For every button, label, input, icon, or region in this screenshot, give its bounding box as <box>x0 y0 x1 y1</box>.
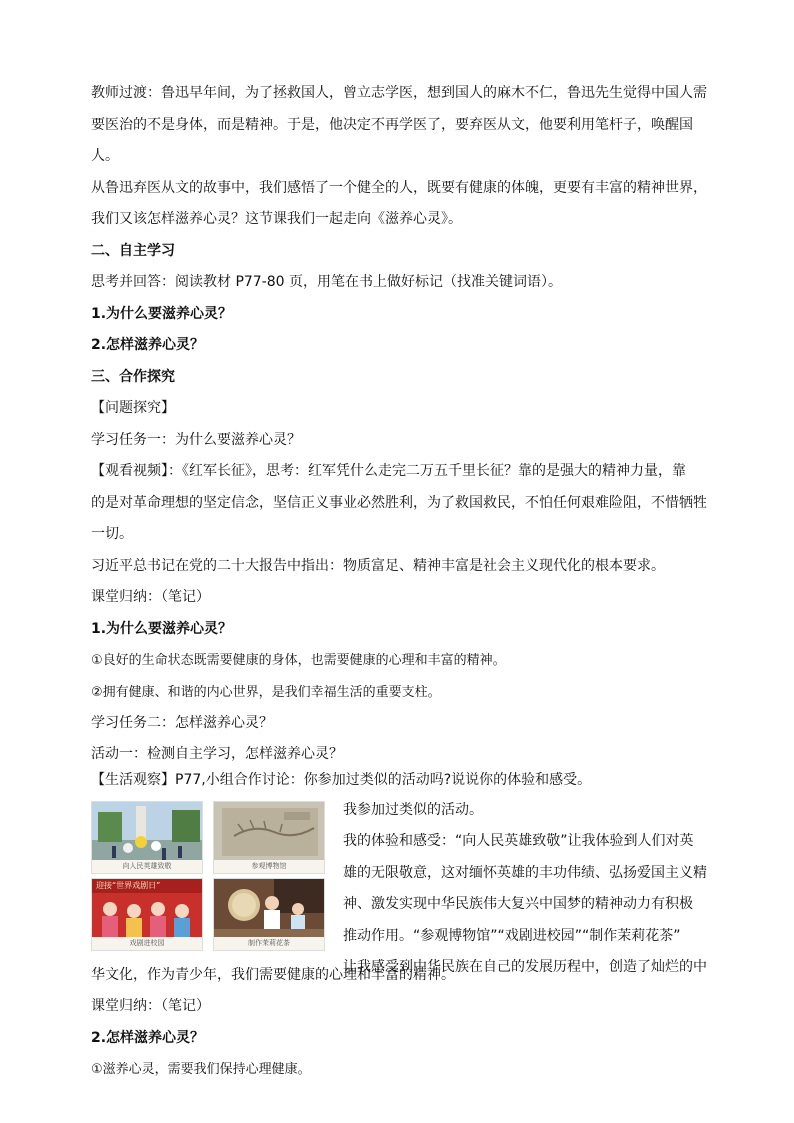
answer-text <box>343 795 711 984</box>
answer-line-1: 我参加过类似的活动。 <box>343 801 483 818</box>
summary-1-title: 1.为什么要滋养心灵？ <box>91 620 233 637</box>
photo-opera-caption: 戏剧进校园 <box>92 937 202 950</box>
photo-museum <box>213 801 325 874</box>
photo-opera <box>91 878 203 951</box>
answer-line-2: 我的体验和感受：“向人民英雄致敬”让我体验到人们对英 <box>343 833 694 849</box>
photo-tea <box>213 878 325 951</box>
after-block <box>91 960 711 1086</box>
activity-1: 活动一：检测自主学习，怎样滋养心灵？ <box>91 745 343 762</box>
document-page <box>91 78 711 1086</box>
question-1: 1.为什么要滋养心灵？ <box>91 305 233 322</box>
summary-heading-1: 课堂归纳：（笔记） <box>91 589 210 605</box>
answer-line-6: 让我感受到中华民族在自己的发展历程中，创造了灿烂的中 <box>343 959 707 975</box>
section-cooperation: 三、合作探究 <box>91 368 175 385</box>
xi-quote: 习近平总书记在党的二十大报告中指出：物质富足、精神丰富是社会主义现代化的根本要求。 <box>91 557 665 574</box>
video-line-1: 【观看视频】：《红军长征》，思考：红军凭什么走完二万五千里长征？靠的是强大的精神力量，靠 <box>91 463 686 479</box>
opera-banner-text: 迎接“世界戏剧日” <box>96 880 161 890</box>
photo-museum-caption: 参观博物馆 <box>214 860 324 873</box>
intro-line-2: 要医治的不是身体，而是精神。于是，他决定不再学医了，要弃医从文，他要利用笔杆子，唤醒国人。 <box>91 116 693 164</box>
task-1: 学习任务一：为什么要滋养心灵？ <box>91 431 301 448</box>
task-2: 学习任务二：怎样滋养心灵？ <box>91 715 273 731</box>
video-line-2: 的是对革命理想的坚定信念，坚信正义事业必然胜利，为了救国救民，不怕任何艰难险阻，不惜牺牲 <box>91 494 707 511</box>
video-line-3: 一切。 <box>91 526 133 542</box>
summary-heading-2: 课堂归纳：（笔记） <box>91 998 210 1014</box>
question-2: 2.怎样滋养心灵？ <box>91 337 205 353</box>
answer-line-3: 雄的无限敬意，这对缅怀英雄的丰功伟绩、弘扬爱国主义精 <box>343 864 707 881</box>
life-observation: 【生活观察】P77,小组合作讨论：你参加过类似的活动吗?说说你的体验和感受。 <box>91 771 592 788</box>
answer-line-5: 推动作用。“参观博物馆”“戏剧进校园”“制作茉莉花茶” <box>343 927 681 944</box>
summary-1-point-b: ②拥有健康、和谐的内心世界，是我们幸福生活的重要支柱。 <box>91 684 441 700</box>
answer-line-4: 神、激发实现中华民族伟大复兴中国梦的精神动力有积极 <box>343 896 693 912</box>
answer-line-7: 华文化，作为青少年，我们需要健康的心理和丰富的精神。 <box>91 966 455 983</box>
summary-2-title: 2.怎样滋养心灵？ <box>91 1029 205 1046</box>
museum-fossil-icon <box>214 802 325 862</box>
intro-line-4: 我们又该怎样滋养心灵？这节课我们一起走向《滋养心灵》。 <box>91 211 462 227</box>
summary-1-point-a: ①良好的生命状态既需要健康的身体，也需要健康的心理和丰富的精神。 <box>91 653 506 668</box>
photo-heroes <box>91 801 203 874</box>
photo-tea-caption: 制作茉莉花茶 <box>214 937 324 950</box>
intro-line-3: 从鲁迅弃医从文的故事中，我们感悟了一个健全的人，既要有健康的体魄，更要有丰富的精神世界， <box>91 179 707 196</box>
heroes-scene-icon <box>92 802 203 862</box>
problem-heading: 【问题探究】 <box>91 400 175 416</box>
summary-2-point-a: ①滋养心灵，需要我们保持心理健康。 <box>91 1062 311 1077</box>
think-instruction: 思考并回答：阅读教材 P77-80 页，用笔在书上做好标记（找准关键词语）。 <box>91 274 563 290</box>
section-self-study: 二、自主学习 <box>91 242 175 259</box>
tea-making-icon <box>214 879 325 939</box>
photo-grid <box>91 801 327 951</box>
intro-line-1: 教师过渡：鲁迅早年间，为了拯救国人，曾立志学医，想到国人的麻木不仁，鲁迅先生觉得中国人需 <box>91 85 707 101</box>
photo-heroes-caption: 向人民英雄致敬 <box>92 860 202 873</box>
